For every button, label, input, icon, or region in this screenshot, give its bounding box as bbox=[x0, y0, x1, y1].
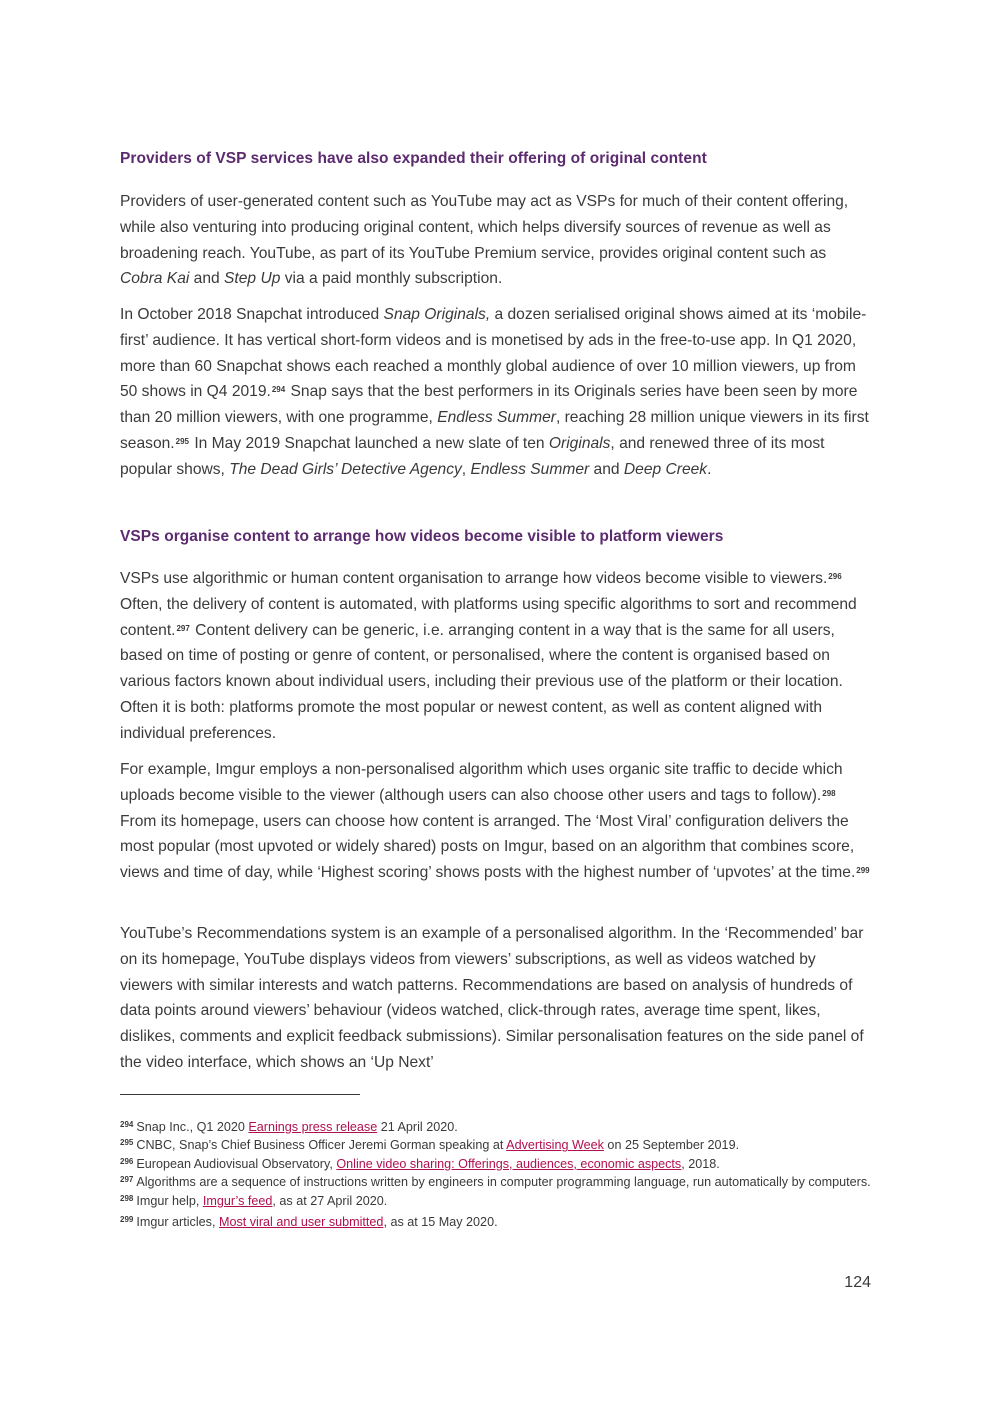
title-endless-summer: Endless Summer bbox=[470, 460, 590, 478]
section-heading-content-organisation: VSPs organise content to arrange how videos become visible to platform viewers bbox=[120, 528, 724, 545]
footnote-number: 294 bbox=[120, 1120, 134, 1129]
text-run: Content delivery can be generic, i.e. arranging content in a way that is the same for all users, based on time of posting or genre of content, or personalised, where the content is organised based on various factors known about individual users, including their previous use of the platform or their location. Often it is both: platforms promote the most popular or newest content, as well as content aligned with individual preferences. bbox=[120, 621, 843, 742]
title-dead-girls: The Dead Girls’ Detective Agency bbox=[229, 460, 462, 478]
paragraph-youtube-original bbox=[120, 189, 872, 292]
footnote-text: on 25 September 2019. bbox=[603, 1138, 740, 1153]
paragraph-youtube-recommendations bbox=[120, 921, 872, 1076]
text-run: In October 2018 Snapchat introduced bbox=[120, 306, 384, 323]
footnote-number: 298 bbox=[120, 1193, 134, 1203]
text-run: Often, the delivery of content is automated, with platforms using specific algorithms to sort and recommend content. bbox=[120, 595, 857, 639]
footnote-297 bbox=[120, 1173, 872, 1191]
footnote-294 bbox=[120, 1118, 872, 1136]
footnote-text: CNBC, Snap’s Chief Business Officer Jeremi Gorman speaking at bbox=[136, 1138, 507, 1153]
section-heading-original-content: Providers of VSP services have also expanded their offering of original content bbox=[120, 150, 707, 167]
text-run: . bbox=[707, 460, 712, 478]
footnote-ref[interactable]: 295 bbox=[175, 436, 189, 446]
footnote-text: European Audiovisual Observatory, bbox=[136, 1156, 337, 1171]
text-run: and bbox=[189, 270, 225, 288]
footnote-299 bbox=[120, 1213, 872, 1231]
text-run: , and renewed three of its most popular shows, bbox=[120, 434, 825, 478]
title-endless-summer: Endless Summer bbox=[437, 409, 556, 427]
text-run: From its homepage, users can choose how content is arranged. The ‘Most Viral’ configuration delivers the most popular (most upvoted or widely shared) posts on Imgur, based on an algorithm that combines score, views and time of day, while ‘Highest scoring’ shows posts with the highest number of ‘upvotes’ at the time. bbox=[120, 812, 856, 882]
footnote-ref[interactable]: 299 bbox=[856, 866, 870, 876]
footnote-text: Snap Inc., Q1 2020 bbox=[136, 1120, 249, 1134]
footnote-ref[interactable]: 296 bbox=[828, 572, 842, 581]
paragraph-algorithms bbox=[120, 566, 872, 747]
footnote-text: , as at 27 April 2020. bbox=[272, 1193, 388, 1208]
footnote-text: , as at 15 May 2020. bbox=[383, 1215, 498, 1230]
text-run: a dozen serialised original shows aimed at its ‘mobile-first’ audience. It has vertical short-form videos and is monetised by ads in the free-to-use app. In Q1 2020, more than 60 Snapchat shows each reached a monthly global audience of over 10 million viewers, up from 50 shows in Q4 2019. bbox=[120, 306, 867, 401]
title-originals: Originals bbox=[548, 434, 611, 452]
text-run: VSPs use algorithmic or human content organisation to arrange how videos become visible to viewers. bbox=[120, 570, 828, 587]
footnote-text: Imgur help, bbox=[136, 1193, 203, 1208]
footnote-divider bbox=[120, 1094, 360, 1095]
text-run: , bbox=[461, 460, 471, 478]
text-run: For example, Imgur employs a non-personalised algorithm which uses organic site traffic to decide which uploads become visible to the viewer (although users can also choose other users and tags to follow). bbox=[120, 761, 843, 804]
footnote-295 bbox=[120, 1136, 872, 1154]
text-run: via a paid monthly subscription. bbox=[280, 270, 503, 288]
title-deep-creek: Deep Creek bbox=[623, 460, 708, 478]
footnote-ref[interactable]: 297 bbox=[176, 623, 190, 633]
footnote-link[interactable]: Online video sharing: Offerings, audiences, economic aspects bbox=[336, 1156, 682, 1171]
text-run: YouTube’s Recommendations system is an example of a personalised algorithm. In the ‘Recommended’ bar on its homepage, YouTube displays videos from viewers’ subscriptions, as well as videos watched by viewers with similar interests and watch patterns. Recommendations are based on analysis of hundreds of data points around viewers’ behaviour (videos watched, click-through rates, average time spent, likes, dislikes, comments and explicit feedback submissions). Similar personalisation features on the side panel of the video interface, which shows an ‘Up Next’ bbox=[120, 925, 864, 1071]
footnote-link[interactable]: Imgur’s feed bbox=[202, 1193, 273, 1208]
footnote-number: 297 bbox=[120, 1175, 134, 1185]
footnote-text: , 2018. bbox=[681, 1156, 720, 1171]
text-run: and bbox=[589, 460, 624, 478]
footnote-number: 296 bbox=[120, 1156, 134, 1166]
text-run: , reaching 28 million unique viewers in its first season. bbox=[120, 409, 869, 452]
footnote-text: 21 April 2020. bbox=[377, 1120, 458, 1134]
title-cobra-kai: Cobra Kai bbox=[120, 270, 190, 288]
footnote-text: Imgur articles, bbox=[136, 1215, 219, 1230]
footnote-number: 295 bbox=[120, 1138, 134, 1148]
footnote-number: 299 bbox=[120, 1215, 134, 1225]
page-number: 124 bbox=[844, 1274, 871, 1291]
title-snap-originals: Snap Originals, bbox=[383, 306, 491, 323]
footnote-ref[interactable]: 298 bbox=[822, 788, 836, 798]
footnotes bbox=[120, 1118, 872, 1231]
footnote-text: Algorithms are a sequence of instructions written by engineers in computer programming language, run automatically by computers. bbox=[136, 1175, 871, 1190]
footnote-298 bbox=[120, 1192, 872, 1210]
title-step-up: Step Up bbox=[224, 270, 281, 288]
text-run: Snap says that the best performers in its Originals series have been seen by more than 20 million viewers, with one programme, bbox=[120, 383, 858, 427]
paragraph-snap-originals bbox=[120, 302, 872, 483]
footnote-link[interactable]: Most viral and user submitted bbox=[218, 1215, 384, 1230]
paragraph-imgur bbox=[120, 757, 872, 886]
footnote-link[interactable]: Earnings press release bbox=[248, 1120, 378, 1134]
footnote-ref[interactable]: 294 bbox=[271, 385, 286, 395]
text-run: Providers of user-generated content such as YouTube may act as VSPs for much of their content offering, while also venturing into producing original content, which helps diversify sources of revenue as well as broadening reach. YouTube, as part of its YouTube Premium service, provides original content such as bbox=[120, 193, 849, 262]
text-run: In May 2019 Snapchat launched a new slate of ten bbox=[189, 434, 549, 452]
footnote-link[interactable]: Advertising Week bbox=[506, 1138, 604, 1153]
footnote-296 bbox=[120, 1155, 872, 1173]
